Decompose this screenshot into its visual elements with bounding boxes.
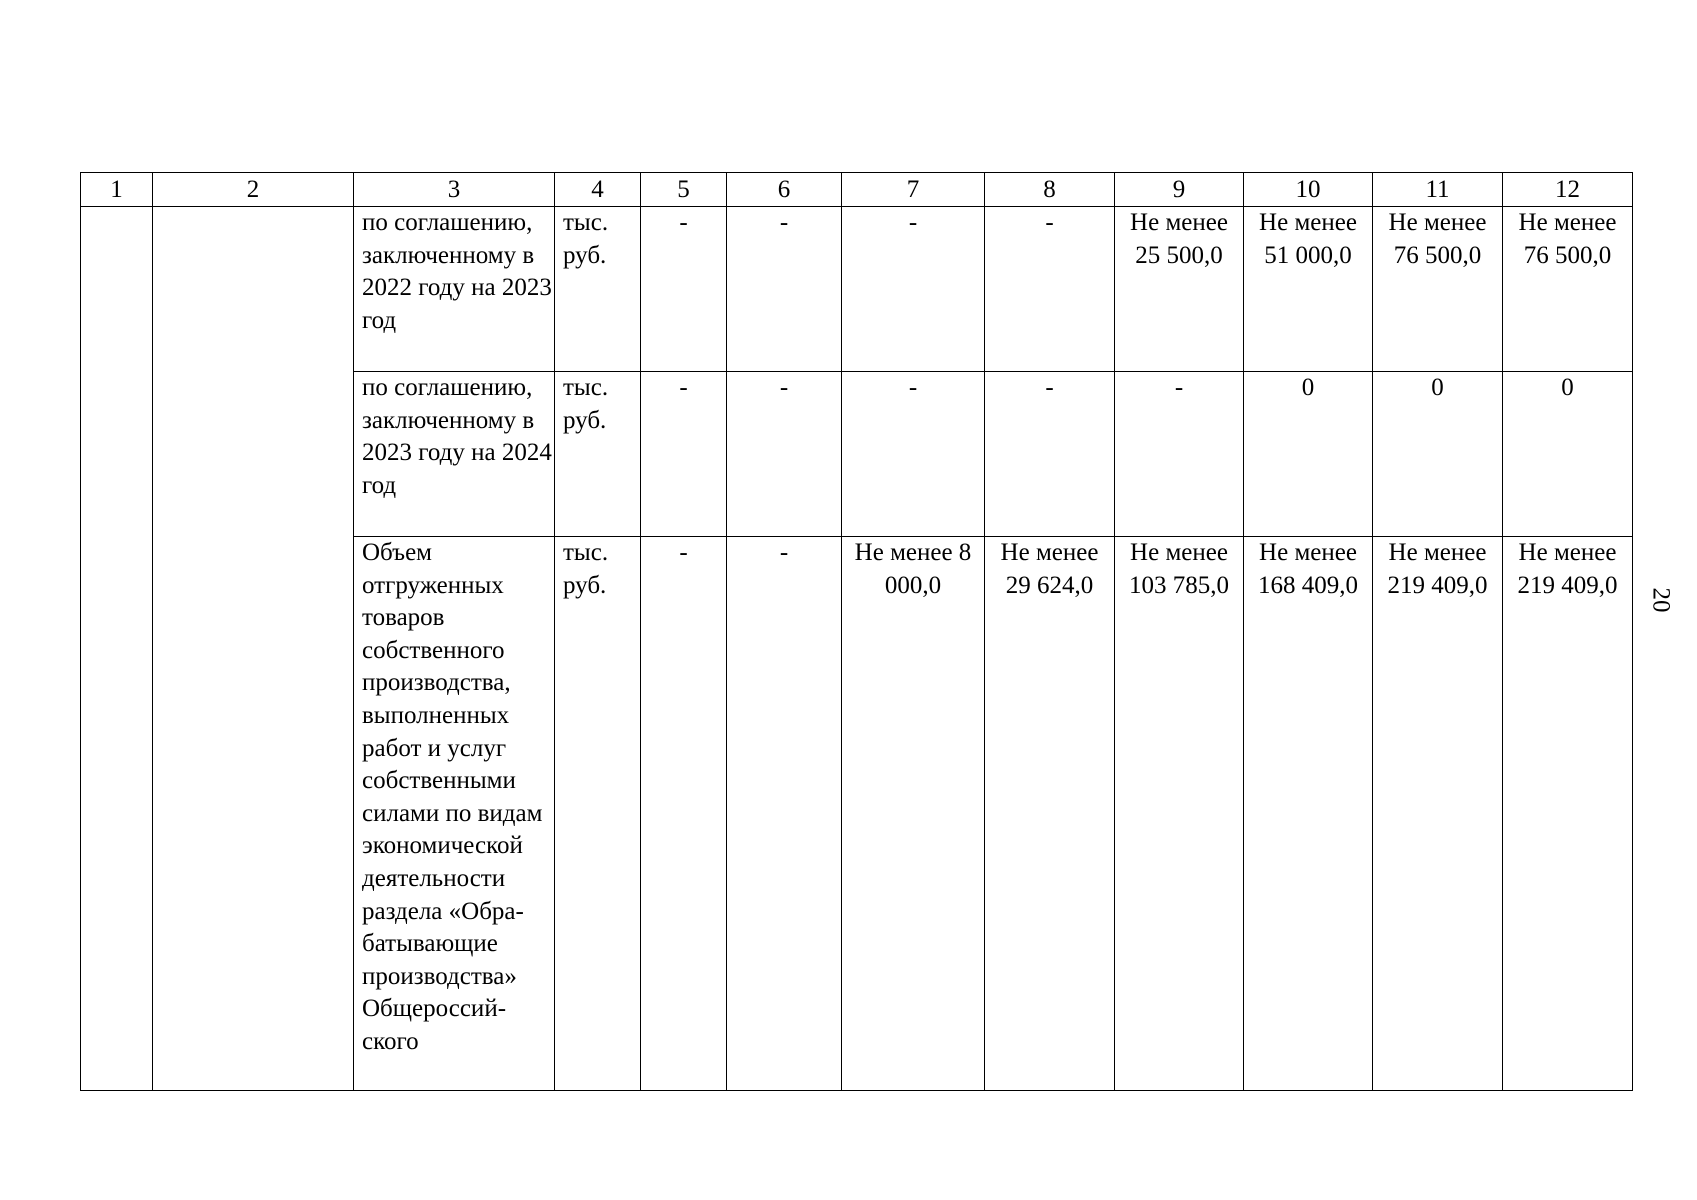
value-cell: - (985, 372, 1115, 537)
value-cell: Не менее 219 409,0 (1373, 537, 1503, 1091)
value-cell: 0 (1373, 372, 1503, 537)
value-cell: Не менее 219 409,0 (1503, 537, 1633, 1091)
value-cell: - (641, 207, 727, 372)
indicator-cell: Объем отгруженных товаров собственного производства, выполненных работ и услуг собственными силами по видам экономической деятельности раздела «Обра-батывающие производства» Общероссий-ского (354, 537, 555, 1091)
value-cell: Не менее 29 624,0 (985, 537, 1115, 1091)
header-cell: 2 (153, 173, 354, 207)
header-cell: 8 (985, 173, 1115, 207)
unit-cell: тыс. руб. (555, 207, 641, 372)
value-cell: Не менее 103 785,0 (1115, 537, 1244, 1091)
header-cell: 5 (641, 173, 727, 207)
page-number: 20 (1647, 587, 1675, 613)
header-cell: 6 (727, 173, 842, 207)
value-cell: Не менее 8 000,0 (842, 537, 985, 1091)
empty-cell-col1 (81, 207, 153, 1091)
value-cell: 0 (1244, 372, 1373, 537)
header-cell: 12 (1503, 173, 1633, 207)
data-table (80, 172, 1633, 1091)
value-cell: - (1115, 372, 1244, 537)
value-cell: - (842, 207, 985, 372)
header-cell: 9 (1115, 173, 1244, 207)
unit-cell: тыс. руб. (555, 372, 641, 537)
value-cell: Не менее 51 000,0 (1244, 207, 1373, 372)
value-cell: Не менее 76 500,0 (1373, 207, 1503, 372)
value-cell: - (985, 207, 1115, 372)
empty-cell-col2 (153, 207, 354, 1091)
header-cell: 1 (81, 173, 153, 207)
table-row (81, 207, 1633, 372)
value-cell: - (727, 537, 842, 1091)
header-cell: 4 (555, 173, 641, 207)
value-cell: - (842, 372, 985, 537)
header-cell: 11 (1373, 173, 1503, 207)
value-cell: Не менее 168 409,0 (1244, 537, 1373, 1091)
value-cell: - (727, 207, 842, 372)
value-cell: Не менее 76 500,0 (1503, 207, 1633, 372)
indicator-cell: по соглашению, заключенному в 2023 году на 2024 год (354, 372, 555, 537)
header-cell: 10 (1244, 173, 1373, 207)
value-cell: Не менее 25 500,0 (1115, 207, 1244, 372)
unit-cell: тыс. руб. (555, 537, 641, 1091)
value-cell: - (641, 537, 727, 1091)
table-header-row (81, 173, 1633, 207)
header-cell: 7 (842, 173, 985, 207)
value-cell: 0 (1503, 372, 1633, 537)
value-cell: - (641, 372, 727, 537)
header-cell: 3 (354, 173, 555, 207)
value-cell: - (727, 372, 842, 537)
indicator-cell: по соглашению, заключенному в 2022 году на 2023 год (354, 207, 555, 372)
